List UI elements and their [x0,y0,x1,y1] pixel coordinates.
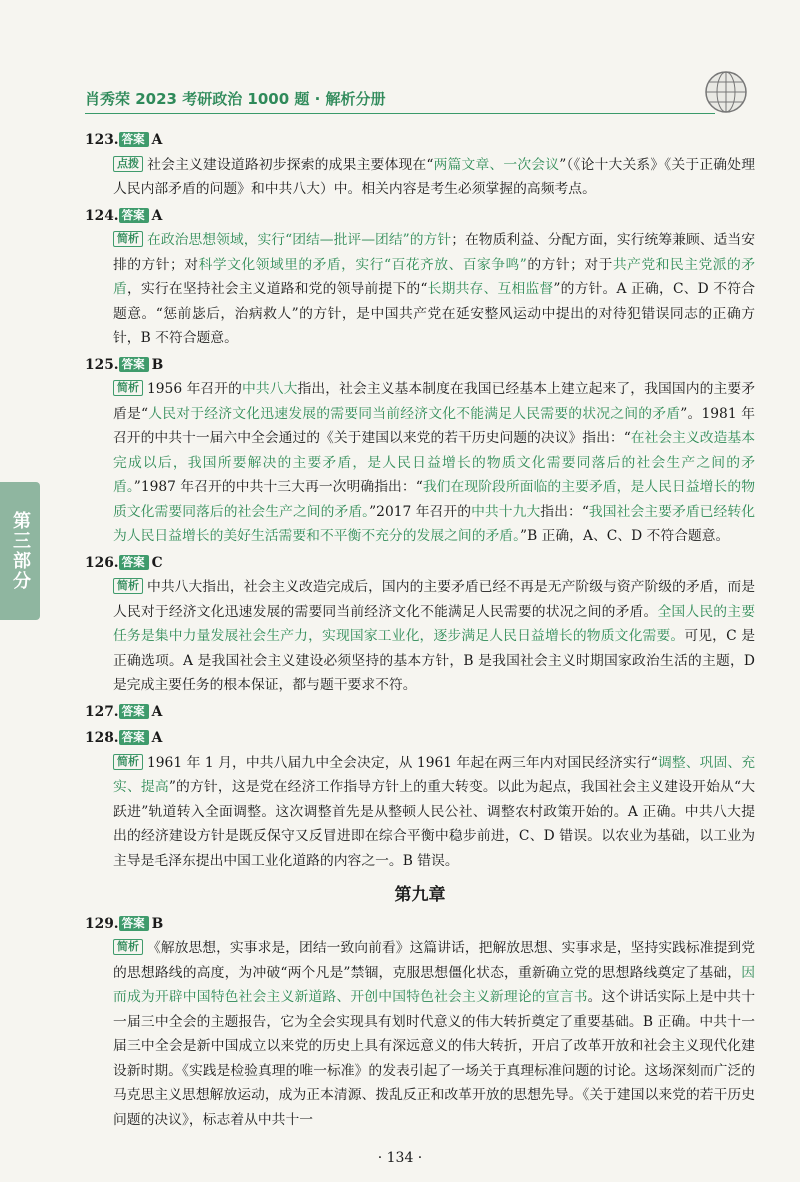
question-123-explanation: 点拨 社会主义建设道路初步探索的成果主要体现在“两篇文章、一次会议”（《论十大关系》《关于正确处理人民内部矛盾的问题》和中共八大）中。相关内容是考生必须掌握的高频考点。 [113,156,755,197]
analysis-label: 简析 [113,231,143,247]
answer-label: 答案 [119,555,149,570]
question-128-explanation: 简析 1961 年 1 月，中共八届九中全会决定，从 1961 年起在两三年内对国民经济实行“调整、巩固、充实、提高”的方针，这是党在经济工作指导方针上的重大转变。以此为起点，我国社会主义建设开始从“大跃进”轨道转入全面调整。这次调整首先是从整顿人民公社、调整农村政策开始的。A 正确。中共八大提出的经济建设方针是既反保守又反冒进即在综合平衡中稳步前进，C、D 错误。以农业为基础，以工业为主导是毛泽东提出中国工业化道路的内容之一。B 错误。 [113,754,756,869]
question-124-header: 124. 答案 A [85,207,163,224]
header-divider [85,113,715,114]
answer-label: 答案 [119,132,149,147]
answer-label: 答案 [119,704,149,719]
answer-label: 答案 [119,357,149,372]
chapter-title: 第九章 [394,885,446,905]
analysis-label: 简析 [113,578,143,594]
question-125-header: 125. 答案 B [85,356,164,373]
page-number: · 134 · [377,1150,423,1166]
question-125-explanation: 简析 1956 年召开的中共八大指出，社会主义基本制度在我国已经基本上建立起来了，我国国内的主要矛盾是“人民对于经济文化迅速发展的需要同当前经济文化不能满足人民需要的状况之间的矛盾”。1981 年召开的中共十一届六中全会通过的《关于建国以来党的若干历史问题的决议》指出：“在社会主义改造基本完成以后，我国所要解决的主要矛盾，是人民日益增长的物质文化需要同落后的社会生产之间的矛盾。”1987 年召开的中共十三大再一次明确指出：“我们在现阶段所面临的主要矛盾，是人民日益增长的物质文化需要同落后的社会生产之间的矛盾。”2017 年召开的中共十九大指出：“我国社会主要矛盾已经转化为人民日益增长的美好生活需要和不平衡不充分的发展之间的矛盾。”B 正确，A、C、D 不符合题意。 [113,381,756,544]
analysis-label: 简析 [113,939,143,955]
question-129-explanation: 简析 《解放思想，实事求是，团结一致向前看》这篇讲话，把解放思想、实事求是，坚持实践标准提到党的思想路线的高度，为冲破“两个凡是”禁锢，克服思想僵化状态，重新确立党的思想路线奠定了基础，因而成为开辟中国特色社会主义新道路、开创中国特色社会主义新理论的宣言书。这个讲话实际上是中共十一届三中全会的主题报告，它为全会实现具有划时代意义的伟大转折奠定了重要基础。B 正确。中共十一届三中全会是新中国成立以来党的历史上具有深远意义的伟大转折，开启了改革开放和社会主义现代化建设新时期。《实践是检验真理的唯一标准》的发表引起了一场关于真理标准问题的讨论。这场深刻而广泛的马克思主义思想解放运动，成为正本清源、拨乱反正和改革开放的思想先导。《关于建国以来党的若干历史问题的决议》，标志着从中共十一 [113,940,755,1128]
question-123-header: 123. 答案 A [85,132,163,148]
analysis-label: 简析 [113,380,143,396]
tip-label: 点拨 [113,156,143,172]
question-127-header: 127. 答案 A [85,703,163,720]
analysis-label: 简析 [113,754,143,770]
globe-icon [702,68,750,116]
side-section-tab: 第三部分 [0,482,40,620]
page-header-title: 肖秀荣 2023 考研政治 1000 题 · 解析分册 [85,90,386,108]
question-126-header: 126. 答案 C [85,554,163,571]
answer-label: 答案 [119,208,149,223]
question-128-header: 128. 答案 A [85,730,163,746]
answer-content [85,126,755,1132]
question-129-header: 129. 答案 B [85,915,164,932]
answer-label: 答案 [119,730,149,745]
question-126-explanation: 简析 中共八大指出，社会主义改造完成后，国内的主要矛盾已经不再是无产阶级与资产阶级的矛盾，而是人民对于经济文化迅速发展的需要同当前经济文化不能满足人民需要的状况之间的矛盾。全国人民的主要任务是集中力量发展社会生产力，实现国家工业化，逐步满足人民日益增长的物质文化需要。可见，C 是正确选项。A 是我国社会主义建设必须坚持的基本方针，B 是我国社会主义时期国家政治生活的主题，D 是完成主要任务的根本保证，都与题干要求不符。 [113,579,756,693]
answer-label: 答案 [119,916,149,931]
question-124-explanation: 简析 在政治思想领域，实行“团结—批评—团结”的方针；在物质利益、分配方面，实行统筹兼顾、适当安排的方针；对科学文化领域里的矛盾，实行“百花齐放、百家争鸣”的方针；对于共产党和民主党派的矛盾，实行在坚持社会主义道路和党的领导前提下的“长期共存、互相监督”的方针。A 正确，C、D 不符合题意。“惩前毖后，治病救人”的方针，是中国共产党在延安整风运动中提出的对待犯错误同志的正确方针，B 不符合题意。 [113,232,756,346]
